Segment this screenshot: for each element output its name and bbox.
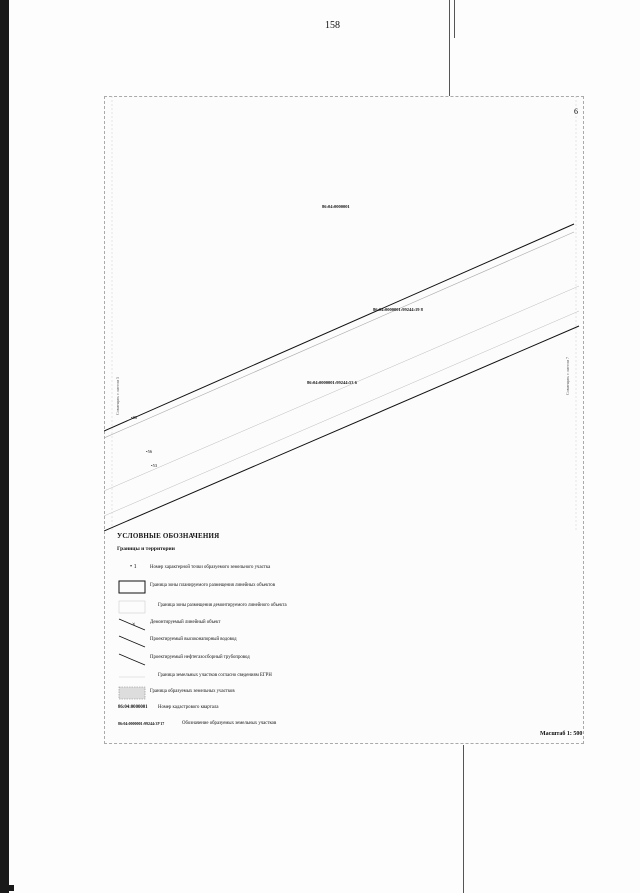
zone-boundary-upper bbox=[104, 224, 574, 431]
legend-item-text: Граница земельных участков согласно сведениям ЕГРН bbox=[158, 673, 272, 678]
legend-item-text: Номер кадастрового квартала bbox=[158, 705, 219, 710]
legend-item-text: Граница зоны размещения демонтируемого линейного объекта bbox=[158, 603, 287, 608]
legend-item-text: Граница образуемых земельных участков bbox=[150, 689, 235, 694]
legend-item-text: Номер характерной точки образуемого земельного участка bbox=[150, 565, 271, 570]
parcel-code: 86:04:0000001:99244:ЗУ17 bbox=[118, 721, 165, 726]
demolition-zone-symbol bbox=[118, 600, 146, 614]
legend-item-text: Проектируемый нефтегазосборный трубопровод bbox=[150, 655, 250, 660]
right-edge-label: Совмещать с листом 7 bbox=[565, 357, 570, 395]
point-label: •56 bbox=[146, 449, 153, 454]
egrn-boundary-symbol bbox=[118, 670, 146, 684]
zone-boundary-symbol bbox=[118, 580, 146, 594]
parcel-label-middle: 86:04:0000001:99244:53 6 bbox=[307, 380, 357, 385]
scan-edge-left bbox=[0, 0, 9, 893]
scale-label: Масштаб 1: 500 bbox=[540, 731, 583, 737]
map-drawing bbox=[104, 96, 584, 531]
water-line bbox=[104, 311, 579, 516]
page-number: 158 bbox=[325, 20, 340, 31]
sheet-number: 6 bbox=[574, 107, 578, 116]
legend-item-text: Граница зоны планируемого размещения линейных объектов bbox=[150, 583, 275, 588]
zone-boundary-lower bbox=[104, 326, 579, 531]
svg-text:×: × bbox=[132, 622, 136, 628]
parcel-label-top: 86:04:0000001:99244:19 8 bbox=[373, 307, 423, 312]
point-label: •86 bbox=[131, 415, 138, 420]
pipeline-line bbox=[104, 286, 579, 491]
point-symbol: • 1 bbox=[130, 564, 137, 570]
legend-subtitle: Границы и территории bbox=[117, 546, 175, 552]
scan-line-top-2 bbox=[454, 0, 455, 38]
legend-item-text: Проектируемый высоконапорный водовод bbox=[150, 637, 237, 642]
new-parcel-symbol bbox=[118, 686, 146, 700]
scan-line-top bbox=[449, 0, 450, 96]
legend-item-text: Демонтируемый линейный объект bbox=[150, 620, 221, 625]
quarter-label: 86:04:0000001 bbox=[322, 204, 350, 209]
demolished-line-symbol bbox=[118, 617, 146, 631]
oil-pipeline-symbol bbox=[118, 652, 146, 666]
legend-title: УСЛОВНЫЕ ОБОЗНАЧЕНИЯ bbox=[117, 532, 220, 540]
water-pipeline-symbol bbox=[118, 634, 146, 648]
scan-edge-mark bbox=[0, 885, 14, 891]
scan-line-bottom bbox=[463, 745, 464, 893]
demolished-line bbox=[104, 232, 574, 438]
point-label: •53 bbox=[151, 463, 158, 468]
quarter-code: 86:04:0000001 bbox=[118, 705, 148, 710]
left-edge-label: Совмещать с листом 5 bbox=[115, 377, 120, 415]
legend-item-text: Обозначение образуемых земельных участков bbox=[182, 721, 277, 726]
